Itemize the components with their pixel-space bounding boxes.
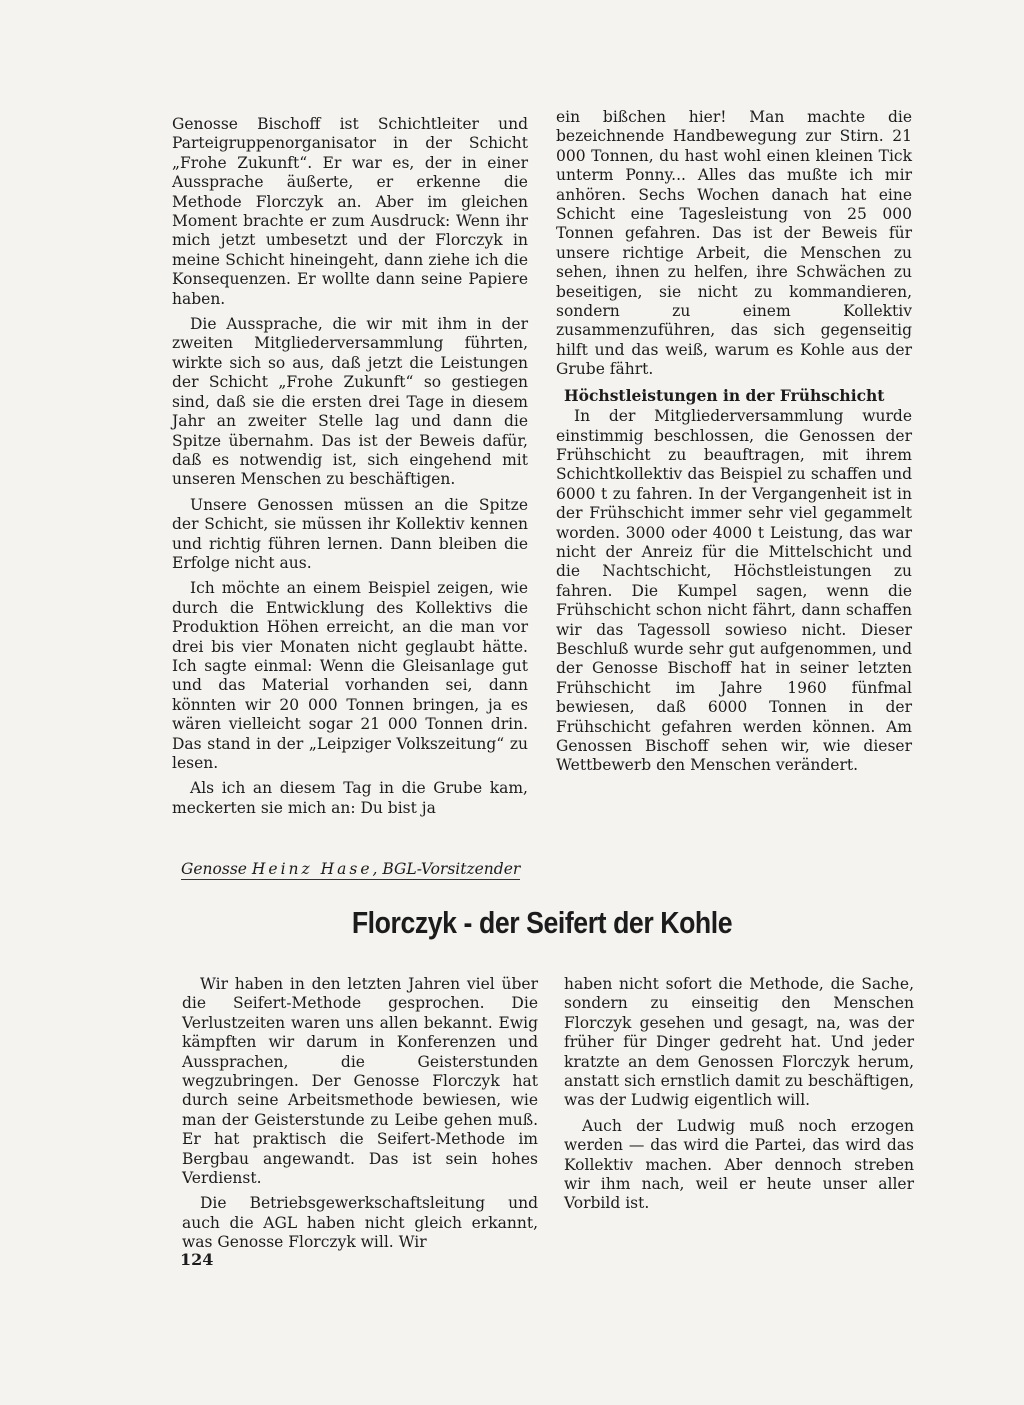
section-subheading: Höchstleistungen in der Frühschicht — [564, 385, 885, 405]
paragraph: Genosse Bischoff ist Schichtleiter und Parteigruppenorganisator in der Schicht „Frohe Zukunft“. Er war es, der in einer Aussprache äußerte, er erkenne die Methode Florczyk an. Aber im gleichen Moment brachte er zum Ausdruck: Wenn ihr mich jetzt umbesetzt und der Florczyk in meine Schicht hineingeht, dann ziehe ich die Konsequenzen. Er wollte dann seine Papiere haben. — [172, 115, 528, 308]
paragraph: haben nicht sofort die Methode, die Sache, sondern zu einseitig den Menschen Florczyk gesehen und gesagt, na, was der früher für Dinger gedreht hat. Und jeder kratzte an dem Genossen Florczyk herum, anstatt sich ernstlich damit zu beschäftigen, was der Ludwig eigentlich will. — [564, 975, 914, 1110]
author-byline — [181, 860, 520, 880]
paragraph: Als ich an diesem Tag in die Grube kam, meckerten sie mich an: Du bist ja — [172, 779, 528, 817]
article-2-right-column — [564, 975, 914, 1220]
paragraph: In der Mitgliederversammlung wurde einstimmig beschlossen, die Genossen der Frühschicht zu beauftragen, mit ihrem Schichtkollektiv das Beispiel zu schaffen und 6000 t zu fahren. In der Vergangenheit ist in der Frühschicht immer sehr viel gegammelt worden. 3000 oder 4000 t Leistung, das war nicht der Anreiz für die Mittelschicht und die Nachtschicht, Höchstleistungen zu fahren. Die Kumpel sagen, wenn die Frühschicht schon nicht fährt, dann schaffen wir das Tagessoll sowieso nicht. Dieser Beschluß wurde sehr gut aufgenommen, und der Genosse Bischoff hat in seiner letzten Frühschicht im Jahre 1960 fünfmal bewiesen, daß 6000 Tonnen in der Frühschicht gefahren werden können. Am Genossen Bischoff sehen wir, wie dieser Wettbewerb den Menschen verändert. — [556, 407, 912, 775]
byline-role: , BGL-Vorsitzender — [372, 860, 521, 878]
byline-prefix: Genosse — [181, 860, 252, 878]
byline-author-name: Heinz Hase — [251, 860, 373, 878]
paragraph: Unsere Genossen müssen an die Spitze der Schicht, sie müssen ihr Kollektiv kennen und richtig führen lernen. Dann bleiben die Erfolge nicht aus. — [172, 495, 528, 572]
paragraph: Wir haben in den letzten Jahren viel über die Seifert-Methode gesprochen. Die Verlustzeiten waren uns allen bekannt. Ewig kämpften wir darum in Konferenzen und Aussprachen, die Geisterstunden wegzubringen. Der Genosse Florczyk hat durch seine Arbeitsmethode bewiesen, wie man der Geisterstunde zu Leibe gehen muß. Er hat praktisch die Seifert-Methode im Bergbau angewandt. Das ist sein hohes Verdienst. — [182, 975, 538, 1188]
article-headline: Florczyk - der Seifert der Kohle — [351, 905, 733, 940]
paragraph: Auch der Ludwig muß noch erzogen werden — das wird die Partei, das wird das Kollektiv machen. Aber dennoch streben wir ihm nach, weil er heute unser aller Vorbild ist. — [564, 1116, 914, 1213]
paragraph: Die Aussprache, die wir mit ihm in der zweiten Mitgliederversammlung führten, wirkte sich so aus, daß jetzt die Leistungen der Schicht „Frohe Zukunft“ so gestiegen sind, daß sie die ersten drei Tage in diesem Jahr an zweiter Stelle lag und dann die Spitze übernahm. Das ist der Beweis dafür, daß es notwendig ist, sich eingehend mit unseren Menschen zu beschäftigen. — [172, 315, 528, 489]
article-1-left-column — [172, 115, 528, 824]
paragraph: ein bißchen hier! Man machte die bezeichnende Handbewegung zur Stirn. 21 000 Tonnen, du hast wohl einen kleinen Tick unterm Ponny... Alles das mußte ich mir anhören. Sechs Wochen danach hat eine Schicht eine Tagesleistung von 25 000 Tonnen gefahren. Das ist der Beweis für unsere richtige Arbeit, die Menschen zu sehen, ihnen zu helfen, ihre Schwächen zu beseitigen, sie nicht zu kommandieren, sondern zu einem Kollektiv zusammenzuführen, das sich gegenseitig hilft und das weiß, warum es Kohle aus der Grube fährt. — [556, 108, 912, 379]
article-2-left-column — [182, 975, 538, 1259]
paragraph: Die Betriebsgewerkschaftsleitung und auch die AGL haben nicht gleich erkannt, was Genosse Florczyk will. Wir — [182, 1194, 538, 1252]
article-1-right-column — [556, 108, 912, 782]
paragraph: Ich möchte an einem Beispiel zeigen, wie durch die Entwicklung des Kollektivs die Produktion Höhen erreicht, an die man vor drei bis vier Monaten nicht geglaubt hätte. Ich sagte einmal: Wenn die Gleisanlage gut und das Material vorhanden sei, dann könnten wir 20 000 Tonnen bringen, ja es wären vielleicht sogar 21 000 Tonnen drin. Das stand in der „Leipziger Volkszeitung“ zu lesen. — [172, 579, 528, 772]
page-number: 124 — [180, 1250, 214, 1269]
